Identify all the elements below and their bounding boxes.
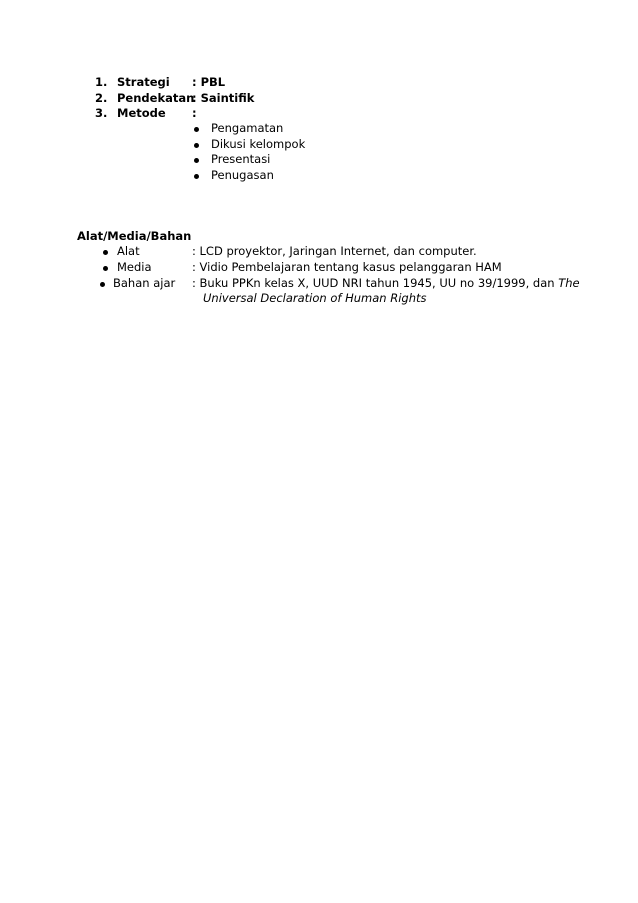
metode-item: Pengamatan (211, 121, 284, 135)
method-number: 3. (95, 106, 108, 120)
bullet-icon (100, 282, 105, 287)
bullet-icon (103, 250, 108, 255)
bullet-icon (194, 127, 199, 132)
metode-item: Dikusi kelompok (211, 137, 306, 151)
method-label-strategi: Strategi (117, 75, 170, 89)
resource-value-text: : Buku PPKn kelas X, UUD NRI tahun 1945, UU no 39/1999, dan (192, 276, 559, 290)
section-heading: Alat/Media/Bahan (77, 229, 192, 243)
method-number: 2. (95, 91, 108, 105)
bullet-icon (194, 158, 199, 163)
resource-value-italic: The (558, 276, 580, 290)
metode-item: Presentasi (211, 152, 271, 166)
resource-label-media: Media (117, 260, 152, 274)
resource-label-alat: Alat (117, 244, 140, 258)
method-number: 1. (95, 75, 108, 89)
resource-label-bahan-ajar: Bahan ajar (113, 276, 176, 290)
method-value-strategi: : PBL (192, 75, 226, 89)
resource-value-bahan-ajar (192, 276, 580, 291)
resource-value-media: : Vidio Pembelajaran tentang kasus pelanggaran HAM (192, 260, 502, 274)
method-value-metode: : (192, 106, 197, 120)
bullet-icon (194, 143, 199, 148)
bullet-icon (103, 266, 108, 271)
metode-item: Penugasan (211, 168, 274, 182)
bullet-icon (194, 174, 199, 179)
method-value-pendekatan: : Saintifik (192, 91, 255, 105)
method-label-metode: Metode (117, 106, 166, 120)
resource-value-continuation: Universal Declaration of Human Rights (203, 291, 427, 305)
method-label-pendekatan: Pendekatan (117, 91, 195, 105)
resource-value-alat: : LCD proyektor, Jaringan Internet, dan computer. (192, 244, 477, 258)
